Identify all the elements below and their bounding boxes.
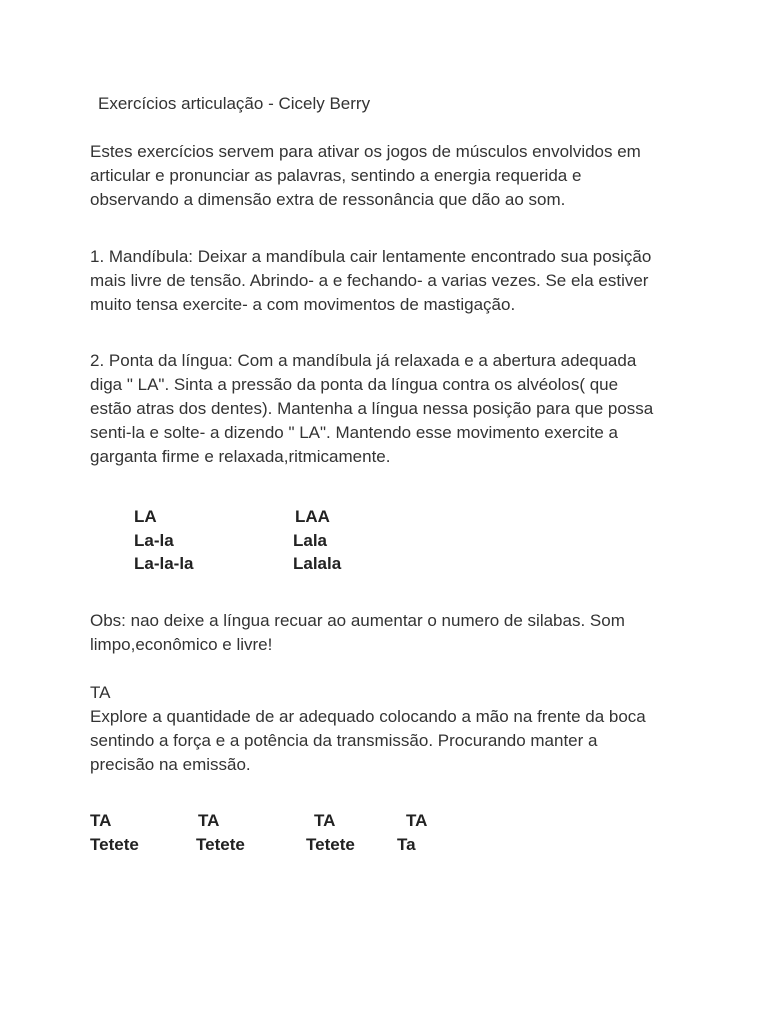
- ta-row1-item: TA: [314, 811, 336, 830]
- text-line: precisão na emissão.: [90, 755, 251, 774]
- ta-paragraph: [90, 681, 690, 777]
- ta-row2-item: Tetete: [90, 835, 139, 854]
- la-col2-item: Lala: [293, 531, 328, 550]
- la-col1-item: La-la-la: [134, 554, 194, 573]
- ta-row1-item: TA: [198, 811, 220, 830]
- text-line: Explore a quantidade de ar adequado colocando a mão na frente da boca: [90, 707, 646, 726]
- text-line: limpo,econômico e livre!: [90, 635, 273, 654]
- text-line: senti-la e solte- a dizendo " LA". Mantendo esse movimento exercite a: [90, 423, 619, 442]
- ta-row1-item: TA: [90, 811, 112, 830]
- intro-paragraph: [90, 140, 690, 212]
- text-line: garganta firme e relaxada,ritmicamente.: [90, 447, 391, 466]
- ta-row1-item: TA: [406, 811, 428, 830]
- document-title: Exercícios articulação - Cicely Berry: [98, 94, 371, 113]
- text-line: mais livre de tensão. Abrindo- a e fechando- a varias vezes. Se ela estiver: [90, 271, 649, 290]
- la-col1-item: LA: [134, 507, 157, 526]
- text-line: estão atras dos dentes). Mantenha a língua nessa posição para que possa: [90, 399, 654, 418]
- text-line: Obs: nao deixe a língua recuar ao aumentar o numero de silabas. Som: [90, 611, 625, 630]
- text-line: Estes exercícios servem para ativar os jogos de músculos envolvidos em: [90, 142, 641, 161]
- exercise-1-paragraph: [90, 245, 690, 317]
- text-line: muito tensa exercite- a com movimentos de mastigação.: [90, 295, 516, 314]
- text-line: 1. Mandíbula: Deixar a mandíbula cair lentamente encontrado sua posição: [90, 247, 652, 266]
- text-line: articular e pronunciar as palavras, sentindo a energia requerida e: [90, 166, 582, 185]
- ta-heading: TA: [90, 683, 111, 702]
- obs-paragraph: [90, 609, 690, 657]
- la-col1-item: La-la: [134, 531, 174, 550]
- text-line: 2. Ponta da língua: Com a mandíbula já relaxada e a abertura adequada: [90, 351, 637, 370]
- exercise-2-paragraph: [90, 349, 690, 469]
- ta-row2-item: Tetete: [196, 835, 245, 854]
- la-col2-item: LAA: [295, 507, 330, 526]
- la-col2-item: Lalala: [293, 554, 342, 573]
- text-line: sentindo a força e a potência da transmissão. Procurando manter a: [90, 731, 598, 750]
- text-line: diga " LA". Sinta a pressão da ponta da língua contra os alvéolos( que: [90, 375, 619, 394]
- ta-row2-item: Tetete: [306, 835, 355, 854]
- text-line: observando a dimensão extra de ressonância que dão ao som.: [90, 190, 566, 209]
- ta-row2-item: Ta: [397, 835, 416, 854]
